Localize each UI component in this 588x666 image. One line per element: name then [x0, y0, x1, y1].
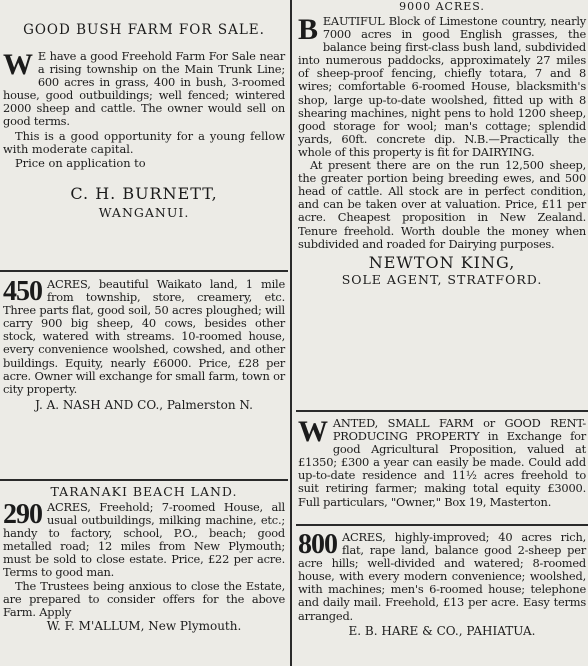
ad-body: [298, 531, 586, 623]
ad-body: [3, 50, 285, 129]
ad-agent: NEWTON KING,: [368, 252, 516, 272]
ad-taranaki-beach: [0, 484, 288, 666]
ad-agent-role: SOLE AGENT, STRATFORD.: [341, 271, 543, 287]
acreage-number: 800: [298, 529, 337, 560]
ad-separator: [296, 410, 588, 412]
ad-wanted-small-farm: [296, 414, 588, 522]
ad-heading: 9000 ACRES.: [399, 0, 485, 13]
right-column: [296, 0, 588, 666]
drop-cap: B: [298, 13, 318, 46]
ad-body: [3, 278, 285, 396]
ad-body-text: EAUTIFUL Block of Limestone country, nearly 7000 acres in good English grasses, the balance being first-class bush land, subdivided into numerous paddocks, approximately 27 miles of sheep-proof fencing, chiefly totara, 7 and 8 wires; comfortable 6-roomed House, blacksmith's shop, large up-to-date woolshed, fitted up with 8 shearing machines, night pens to hold 1200 sheep, good storage for wool; man's cottage; splendid yards, 60ft. concrete dip. N.B.—Practically the whole of this property is fit for DAIRYING.: [298, 14, 586, 159]
ad-body-text: E have a good Freehold Farm For Sale near a rising township on the Main Trunk Line; 600 acres in grass, 400 in bush, 3-roomed house, good outbuildings; well fenced; wintered 2000 sheep and cattle. The owner would sell on good terms.: [3, 49, 285, 129]
ad-agent: E. B. HARE & CO., PAHIATUA.: [348, 623, 536, 638]
left-column: [0, 0, 288, 666]
acreage-number: 290: [3, 499, 42, 530]
ad-9000-acres: [296, 0, 588, 410]
ad-body-text: ACRES, highly-improved; 40 acres rich, flat, rape land, balance good 2-sheep per acre hills; well-divided and watered; 8-roomed house, with every modern convenience; woolshed, with machines; men's 6-roomed house; telephone and daily mail. Freehold, £13 per acre. Easy terms arranged.: [298, 530, 586, 623]
ad-separator: [0, 479, 288, 481]
ad-separator: [0, 270, 288, 272]
ad-price-line: Price on application to: [15, 155, 146, 170]
ad-paragraph: The Trustees being anxious to close the Estate, are prepared to consider offers for the above Farm. Apply: [3, 578, 285, 619]
ad-body-text: ACRES, Freehold; 7-roomed House, all usual outbuildings, milking machine, etc.; handy to factory, school, P.O., beach; good metalled road; 12 miles from New Plymouth; must be sold to close estate. Price, £22 per acre. Terms to good man.: [3, 500, 285, 580]
ad-heading: TARANAKI BEACH LAND.: [50, 484, 238, 499]
ad-agent: C. H. BURNETT,: [70, 183, 218, 203]
ad-agent: W. F. M'ALLUM, New Plymouth.: [46, 618, 242, 633]
ad-agent: J. A. NASH AND CO., Palmerston N.: [35, 397, 253, 412]
ad-heading: GOOD BUSH FARM FOR SALE.: [23, 22, 265, 38]
ad-paragraph: This is a good opportunity for a young fellow with moderate capital.: [3, 128, 285, 156]
ad-body-text: ANTED, SMALL FARM or GOOD RENT-PRODUCING PROPERTY in Exchange for good Agricultural Proposition, valued at £1350; £300 a year can easily be made. Could add up-to-date residence and 11½ acres freehold to suit retiring farmer; making total equity £3000. Full particulars, "Owner," Box 19, Masterton.: [298, 416, 586, 509]
column-divider: [290, 0, 292, 666]
drop-cap: W: [3, 48, 33, 81]
ad-body: [3, 501, 285, 580]
ad-body: [298, 15, 586, 159]
ad-800-acres: [296, 528, 588, 666]
ad-body: [298, 417, 586, 509]
ad-waikato-land: [0, 275, 288, 475]
ad-good-bush-farm: [0, 22, 288, 268]
ad-town: WANGANUI.: [98, 204, 190, 220]
ad-paragraph: At present there are on the run 12,500 sheep, the greater portion being breeding ewes, and 500 head of cattle. All stock are in perfect condition, and can be taken over at valuation. Price, £11 per acre. Cheapest proposition in New Zealand. Tenure freehold. Worth double the money when subdivided and roaded for Dairying purposes.: [298, 158, 586, 251]
drop-cap: W: [298, 415, 328, 448]
ad-body-text: ACRES, beautiful Waikato land, 1 mile from township, store, creamery, etc. Three parts flat, good soil, 50 acres ploughed; will carry 900 big sheep, 40 cows, besides other stock, watered with streams. 10-roomed house, every convenience woolshed, cowshed, and other buildings. Equity, nearly £6000. Price, £28 per acre. Owner will exchange for small farm, town or city property.: [3, 277, 285, 396]
ad-separator: [296, 524, 588, 526]
acreage-number: 450: [3, 276, 42, 307]
